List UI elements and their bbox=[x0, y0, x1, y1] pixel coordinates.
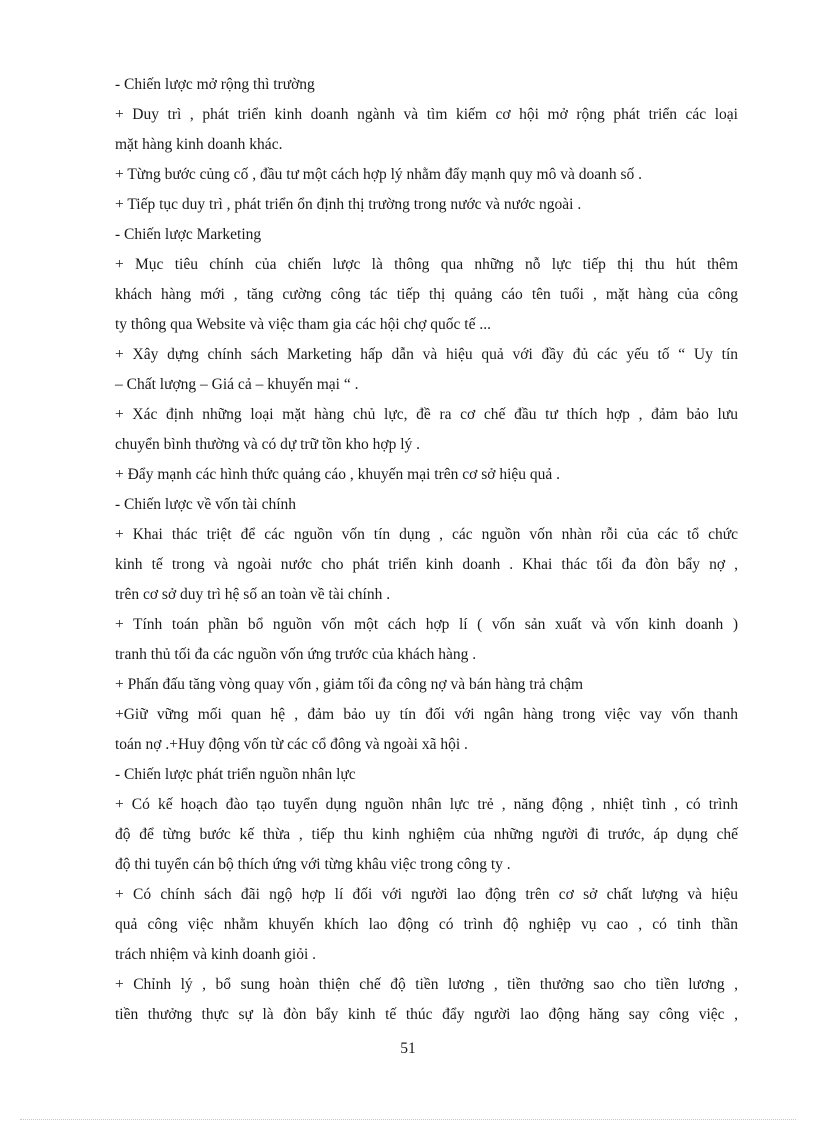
text-line: - Chiến lược Marketing bbox=[115, 226, 262, 243]
text-line: trên cơ sở duy trì hệ số an toàn về tài chính . bbox=[115, 586, 391, 603]
page-number: 51 bbox=[400, 1040, 416, 1057]
text-line: chuyển bình thường và có dự trữ tồn kho hợp lý . bbox=[115, 436, 421, 453]
text-line: + Tiếp tục duy trì , phát triển ổn định thị trường trong nước và nước ngoài . bbox=[115, 196, 582, 213]
text-line: tranh thủ tối đa các nguồn vốn ứng trước của khách hàng . bbox=[115, 646, 477, 663]
text-line: toán nợ .+Huy động vốn từ các cổ đông và ngoài xã hội . bbox=[115, 736, 468, 753]
text-line: độ để từng bước kế thừa , tiếp thu kinh nghiệm của những người đi trước, áp dụng chế bbox=[115, 826, 738, 843]
text-line: + Từng bước củng cố , đầu tư một cách hợp lý nhằm đẩy mạnh quy mô và doanh số . bbox=[115, 166, 643, 183]
text-line: – Chất lượng – Giá cả – khuyến mại “ . bbox=[115, 376, 359, 393]
text-line: ty thông qua Website và việc tham gia các hội chợ quốc tế ... bbox=[115, 316, 491, 333]
text-line: + Chỉnh lý , bổ sung hoàn thiện chế độ tiền lương , tiền thưởng sao cho tiền lương , bbox=[115, 976, 738, 993]
text-line: + Mục tiêu chính của chiến lược là thông qua những nỗ lực tiếp thị thu hút thêm bbox=[115, 256, 738, 273]
text-line: - Chiến lược phát triển nguồn nhân lực bbox=[115, 766, 356, 783]
text-line: + Phấn đấu tăng vòng quay vốn , giảm tối đa công nợ và bán hàng trả chậm bbox=[115, 676, 584, 693]
text-line: trách nhiệm và kinh doanh giỏi . bbox=[115, 946, 317, 963]
text-line: + Tính toán phần bổ nguồn vốn một cách hợp lí ( vốn sản xuất và vốn kinh doanh ) bbox=[115, 616, 738, 633]
body-text bbox=[115, 70, 738, 1030]
text-line: + Duy trì , phát triển kinh doanh ngành và tìm kiếm cơ hội mở rộng phát triển các loại bbox=[115, 106, 738, 123]
text-line: + Xác định những loại mặt hàng chủ lực, đề ra cơ chế đầu tư thích hợp , đảm bảo lưu bbox=[115, 406, 738, 423]
text-line: - Chiến lược mở rộng thì trường bbox=[115, 76, 315, 93]
text-line: + Có chính sách đãi ngộ hợp lí đối với người lao động trên cơ sở chất lượng và hiệu bbox=[115, 886, 738, 903]
text-line: + Xây dựng chính sách Marketing hấp dẫn và hiệu quả với đầy đủ các yếu tố “ Uy tín bbox=[115, 346, 738, 363]
text-line: kinh tế trong và ngoài nước cho phát triển kinh doanh . Khai thác tối đa đòn bẩy nợ , bbox=[115, 556, 738, 573]
text-line: +Giữ vững mối quan hệ , đảm bảo uy tín đối với ngân hàng trong việc vay vốn thanh bbox=[115, 706, 738, 723]
text-line: khách hàng mới , tăng cường công tác tiếp thị quảng cáo tên tuổi , mặt hàng của công bbox=[115, 286, 738, 303]
page-bottom-divider bbox=[20, 1119, 796, 1120]
text-line: + Khai thác triệt để các nguồn vốn tín dụng , các nguồn vốn nhàn rỗi của các tổ chức bbox=[115, 526, 738, 543]
text-line: tiền thưởng thực sự là đòn bẩy kinh tế thúc đẩy người lao động hăng say công việc , bbox=[115, 1006, 738, 1023]
text-line: mặt hàng kinh doanh khác. bbox=[115, 136, 283, 153]
text-line: + Có kế hoạch đào tạo tuyển dụng nguồn nhân lực trẻ , năng động , nhiệt tình , có trình bbox=[115, 796, 738, 813]
text-line: độ thi tuyển cán bộ thích ứng với từng khâu việc trong công ty . bbox=[115, 856, 511, 873]
text-line: - Chiến lược về vốn tài chính bbox=[115, 496, 297, 513]
text-line: + Đẩy mạnh các hình thức quảng cáo , khuyến mại trên cơ sở hiệu quả . bbox=[115, 466, 561, 483]
text-line: quả công việc nhằm khuyến khích lao động có trình độ nghiệp vụ cao , có tinh thần bbox=[115, 916, 738, 933]
